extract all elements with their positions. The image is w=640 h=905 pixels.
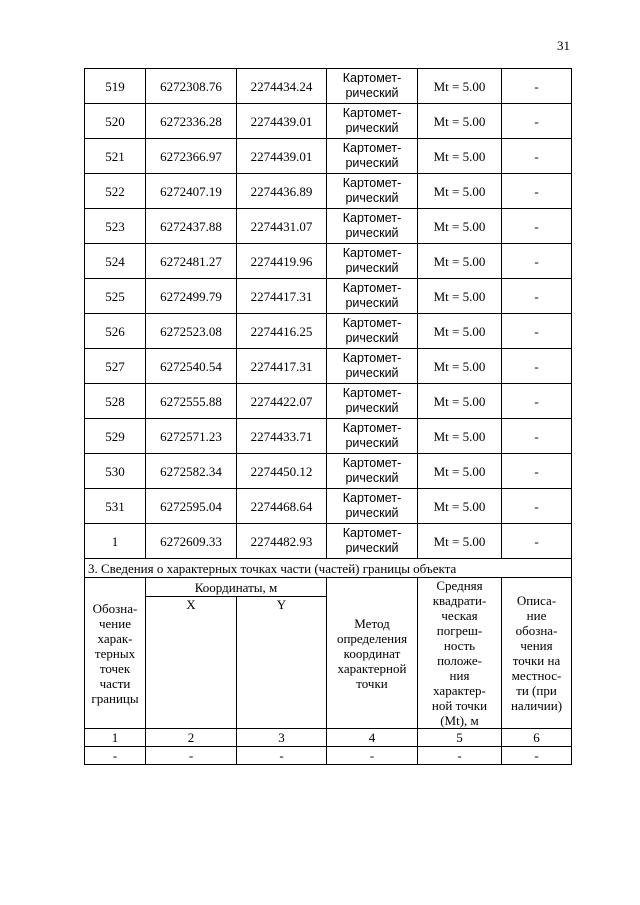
method-line-2: рический: [345, 191, 399, 205]
coord-y: 2274434.24: [237, 69, 327, 104]
method-line-2: рический: [345, 366, 399, 380]
coord-y: 2274433.71: [237, 419, 327, 454]
method-line-2: рический: [345, 471, 399, 485]
coord-x: 6272609.33: [146, 524, 237, 559]
method-cell: [327, 524, 418, 559]
empty-cell: -: [237, 747, 327, 765]
coord-x: 6272540.54: [146, 349, 237, 384]
accuracy: Mt = 5.00: [418, 454, 502, 489]
description: -: [502, 419, 572, 454]
header-method: Метод определения координат характерной точки: [327, 578, 418, 729]
method-line-2: рический: [345, 331, 399, 345]
header-y: Y: [237, 597, 327, 729]
description: -: [502, 314, 572, 349]
method-line-2: рический: [345, 541, 399, 555]
method-cell: [327, 139, 418, 174]
method-line-2: рический: [345, 121, 399, 135]
description: -: [502, 524, 572, 559]
method-line-1: Картомет-: [342, 211, 402, 225]
table-row: [85, 489, 572, 524]
table-row: [85, 349, 572, 384]
table-row: [85, 209, 572, 244]
method-line-2: рический: [345, 156, 399, 170]
point-id: 531: [85, 489, 146, 524]
coord-x: 6272571.23: [146, 419, 237, 454]
section-3: [85, 559, 572, 765]
method-line-2: рический: [345, 86, 399, 100]
description: -: [502, 244, 572, 279]
description: -: [502, 69, 572, 104]
table-row: [85, 244, 572, 279]
coord-y: 2274422.07: [237, 384, 327, 419]
point-id: 523: [85, 209, 146, 244]
method-line-1: Картомет-: [342, 386, 402, 400]
table-row: [85, 419, 572, 454]
header-x: X: [146, 597, 237, 729]
point-id: 524: [85, 244, 146, 279]
method-cell: [327, 244, 418, 279]
empty-cell: -: [85, 747, 146, 765]
coord-y: 2274416.25: [237, 314, 327, 349]
method-cell: [327, 314, 418, 349]
coord-x: 6272308.76: [146, 69, 237, 104]
description: -: [502, 349, 572, 384]
method-cell: [327, 419, 418, 454]
method-cell: [327, 279, 418, 314]
header-accuracy: Средняя квадрати- ческая погреш- ность положе- ния характер- ной точки (Mt), м: [418, 578, 502, 729]
point-id: 1: [85, 524, 146, 559]
method-line-2: рический: [345, 261, 399, 275]
accuracy: Mt = 5.00: [418, 69, 502, 104]
accuracy: Mt = 5.00: [418, 279, 502, 314]
section-3-title: 3. Сведения о характерных точках части (частей) границы объекта: [85, 559, 572, 578]
method-line-1: Картомет-: [342, 526, 402, 540]
description: -: [502, 489, 572, 524]
point-id: 526: [85, 314, 146, 349]
coord-y: 2274417.31: [237, 349, 327, 384]
column-number: 3: [237, 729, 327, 747]
coord-x: 6272595.04: [146, 489, 237, 524]
coord-x: 6272582.34: [146, 454, 237, 489]
coord-y: 2274439.01: [237, 139, 327, 174]
column-number: 6: [502, 729, 572, 747]
boundary-points-table: [84, 68, 572, 765]
coord-y: 2274417.31: [237, 279, 327, 314]
table-row: [85, 69, 572, 104]
accuracy: Mt = 5.00: [418, 104, 502, 139]
method-line-1: Картомет-: [342, 281, 402, 295]
method-line-2: рический: [345, 506, 399, 520]
method-line-1: Картомет-: [342, 421, 402, 435]
header-coordinates: Координаты, м: [146, 578, 327, 597]
point-id: 528: [85, 384, 146, 419]
table-row: [85, 524, 572, 559]
accuracy: Mt = 5.00: [418, 174, 502, 209]
point-id: 527: [85, 349, 146, 384]
accuracy: Mt = 5.00: [418, 209, 502, 244]
coord-x: 6272481.27: [146, 244, 237, 279]
accuracy: Mt = 5.00: [418, 314, 502, 349]
method-line-2: рический: [345, 436, 399, 450]
method-cell: [327, 384, 418, 419]
table-row: [85, 139, 572, 174]
coord-x: 6272407.19: [146, 174, 237, 209]
method-cell: [327, 349, 418, 384]
point-id: 529: [85, 419, 146, 454]
method-cell: [327, 104, 418, 139]
coord-x: 6272499.79: [146, 279, 237, 314]
coord-y: 2274439.01: [237, 104, 327, 139]
empty-cell: -: [327, 747, 418, 765]
coord-x: 6272437.88: [146, 209, 237, 244]
coord-y: 2274431.07: [237, 209, 327, 244]
method-cell: [327, 454, 418, 489]
point-id: 530: [85, 454, 146, 489]
accuracy: Mt = 5.00: [418, 489, 502, 524]
point-id: 525: [85, 279, 146, 314]
method-line-2: рический: [345, 226, 399, 240]
method-line-1: Картомет-: [342, 106, 402, 120]
column-number: 4: [327, 729, 418, 747]
table-row: [85, 454, 572, 489]
method-line-1: Картомет-: [342, 351, 402, 365]
column-numbers-row: [85, 729, 572, 747]
point-id: 521: [85, 139, 146, 174]
table-row: [85, 314, 572, 349]
table-row: [85, 384, 572, 419]
method-cell: [327, 174, 418, 209]
empty-row: [85, 747, 572, 765]
empty-cell: -: [146, 747, 237, 765]
accuracy: Mt = 5.00: [418, 524, 502, 559]
empty-cell: -: [418, 747, 502, 765]
method-cell: [327, 489, 418, 524]
point-id: 519: [85, 69, 146, 104]
description: -: [502, 454, 572, 489]
data-rows: [85, 69, 572, 559]
accuracy: Mt = 5.00: [418, 349, 502, 384]
method-line-1: Картомет-: [342, 316, 402, 330]
method-line-1: Картомет-: [342, 71, 402, 85]
description: -: [502, 384, 572, 419]
coord-x: 6272523.08: [146, 314, 237, 349]
header-description: Описа- ние обозна- чения точки на местнос- ти (при наличии): [502, 578, 572, 729]
accuracy: Mt = 5.00: [418, 244, 502, 279]
method-cell: [327, 209, 418, 244]
method-line-2: рический: [345, 296, 399, 310]
column-number: 2: [146, 729, 237, 747]
coord-y: 2274419.96: [237, 244, 327, 279]
method-line-2: рический: [345, 401, 399, 415]
point-id: 520: [85, 104, 146, 139]
method-line-1: Картомет-: [342, 246, 402, 260]
coord-x: 6272555.88: [146, 384, 237, 419]
description: -: [502, 104, 572, 139]
method-line-1: Картомет-: [342, 176, 402, 190]
empty-cell: -: [502, 747, 572, 765]
description: -: [502, 139, 572, 174]
table-row: [85, 279, 572, 314]
coord-x: 6272366.97: [146, 139, 237, 174]
coord-y: 2274468.64: [237, 489, 327, 524]
table-row: [85, 104, 572, 139]
column-number: 1: [85, 729, 146, 747]
accuracy: Mt = 5.00: [418, 419, 502, 454]
method-line-1: Картомет-: [342, 141, 402, 155]
table-row: [85, 174, 572, 209]
accuracy: Mt = 5.00: [418, 139, 502, 174]
description: -: [502, 209, 572, 244]
accuracy: Mt = 5.00: [418, 384, 502, 419]
coord-y: 2274450.12: [237, 454, 327, 489]
description: -: [502, 279, 572, 314]
description: -: [502, 174, 572, 209]
method-line-1: Картомет-: [342, 491, 402, 505]
coord-y: 2274436.89: [237, 174, 327, 209]
page-number: 31: [557, 38, 570, 53]
method-line-1: Картомет-: [342, 456, 402, 470]
coord-y: 2274482.93: [237, 524, 327, 559]
column-number: 5: [418, 729, 502, 747]
point-id: 522: [85, 174, 146, 209]
header-point-designation: Обозна- чение харак- терных точек части границы: [85, 578, 146, 729]
method-cell: [327, 69, 418, 104]
coord-x: 6272336.28: [146, 104, 237, 139]
